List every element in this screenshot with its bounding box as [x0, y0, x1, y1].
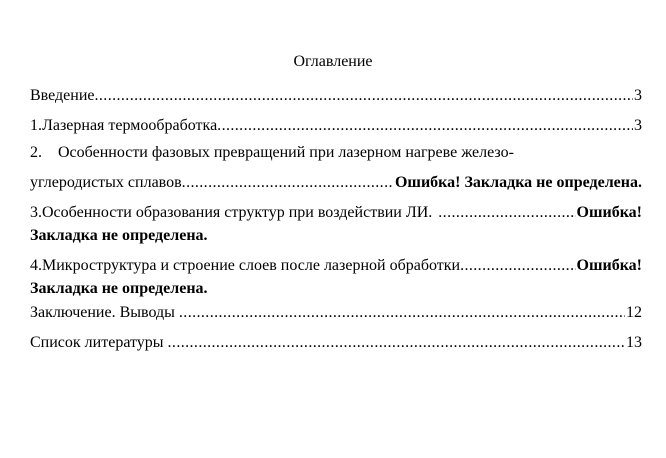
toc-entry-2-line1[interactable] [30, 143, 642, 163]
toc-entry-3[interactable] [30, 203, 642, 223]
toc-entry-1[interactable] [30, 116, 642, 136]
toc-entry-label: Лазерная термообработка [42, 117, 218, 134]
toc-leader-dots [182, 173, 394, 193]
toc-entry-label: Введение [30, 87, 95, 104]
toc-leader-dots [95, 86, 634, 106]
toc-entry-label: Особенности фазовых превращений при лазерном нагреве железо- [58, 144, 514, 161]
toc-leader-dots [432, 203, 575, 223]
toc-entry-label-continued: углеродистых сплавов [30, 174, 182, 191]
toc-entry-number: 1. [30, 117, 42, 134]
toc-bookmark-error-continued: Закладка не определена. [30, 280, 208, 297]
toc-leader-dots [175, 303, 625, 323]
toc-entry-intro[interactable] [30, 86, 642, 106]
toc-page-number: 13 [626, 334, 642, 351]
toc-title: Оглавление [293, 53, 373, 70]
toc-page-number: 12 [626, 304, 642, 321]
toc-bookmark-error: Ошибка! Закладка не определена. [394, 174, 642, 191]
toc-entry-label: Микроструктура и строение слоев после лазерной обработки [42, 257, 461, 274]
toc-entry-2-line2[interactable] [30, 173, 642, 193]
toc-entry-label: Список литературы [30, 334, 164, 351]
toc-entry-label: Особенности образования структур при воздействии ЛИ. [42, 204, 433, 221]
toc-entry-number: 3. [30, 204, 42, 221]
toc-entry-references[interactable] [30, 333, 642, 353]
toc-page-number: 3 [634, 87, 642, 104]
toc-entry-conclusion[interactable] [30, 303, 642, 323]
toc-leader-dots [460, 256, 575, 276]
toc-bookmark-error: Ошибка! [576, 204, 642, 221]
toc-page-number: 3 [634, 117, 642, 134]
toc-leader-dots [164, 333, 625, 353]
toc-bookmark-error-continued: Закладка не определена. [30, 227, 208, 244]
toc-entry-label: Заключение. Выводы [30, 304, 175, 321]
toc-bookmark-error: Ошибка! [576, 257, 642, 274]
toc-entry-4[interactable] [30, 256, 642, 276]
toc-leader-dots [217, 116, 633, 136]
toc-entry-number: 2. [30, 144, 42, 161]
toc-entry-number: 4. [30, 257, 42, 274]
